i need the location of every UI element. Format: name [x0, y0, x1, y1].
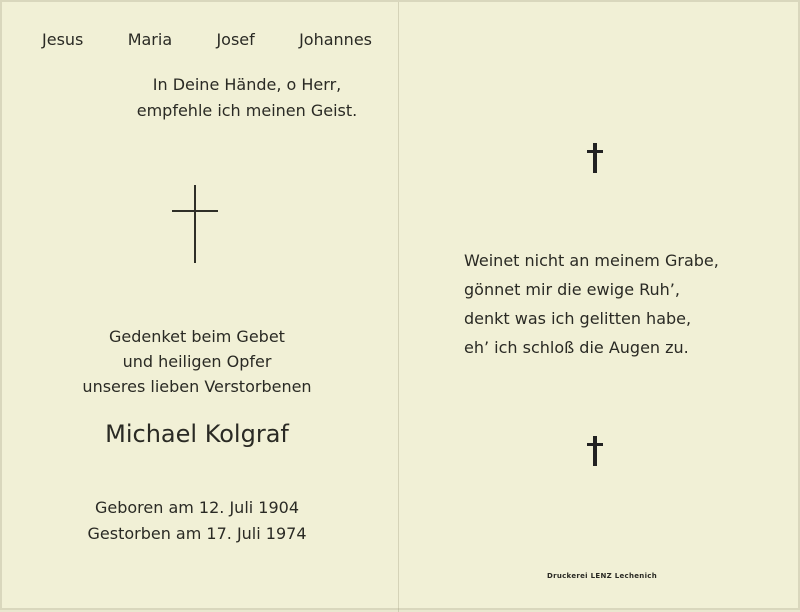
birth-date: Geboren am 12. Juli 1904	[94, 498, 300, 517]
life-dates	[62, 495, 332, 547]
name-maria: Maria	[127, 30, 173, 49]
prayer-verse	[102, 72, 392, 124]
prayer-line-2: empfehle ich meinen Geist.	[136, 101, 358, 120]
prayer-line-1: In Deine Hände, o Herr,	[152, 75, 342, 94]
cross-icon-bottom	[587, 436, 603, 466]
poem-line-3: denkt was ich gelitten habe,	[464, 309, 692, 328]
poem-line-4: eh’ ich schloß die Augen zu.	[464, 338, 689, 357]
printer-imprint: Druckerei LENZ Lechenich	[546, 572, 658, 580]
cross-icon-top	[587, 143, 603, 173]
deceased-name: Michael Kolgraf	[105, 420, 289, 448]
holy-names-header	[42, 30, 372, 49]
poem-line-1: Weinet nicht an meinem Grabe,	[464, 251, 719, 270]
name-jesus: Jesus	[42, 30, 84, 49]
remembrance-line-1: Gedenket beim Gebet	[109, 327, 285, 346]
death-date: Gestorben am 17. Juli 1974	[87, 524, 307, 543]
name-josef: Josef	[216, 30, 255, 49]
cross-icon	[172, 185, 220, 265]
fold-line	[398, 2, 399, 612]
name-johannes: Johannes	[299, 30, 372, 49]
poem-verse	[464, 246, 764, 362]
remembrance-line-3: unseres lieben Verstorbenen	[82, 377, 312, 396]
remembrance-line-2: und heiligen Opfer	[122, 352, 272, 371]
poem-line-2: gönnet mir die ewige Ruh’,	[464, 280, 680, 299]
remembrance-text	[62, 324, 332, 399]
